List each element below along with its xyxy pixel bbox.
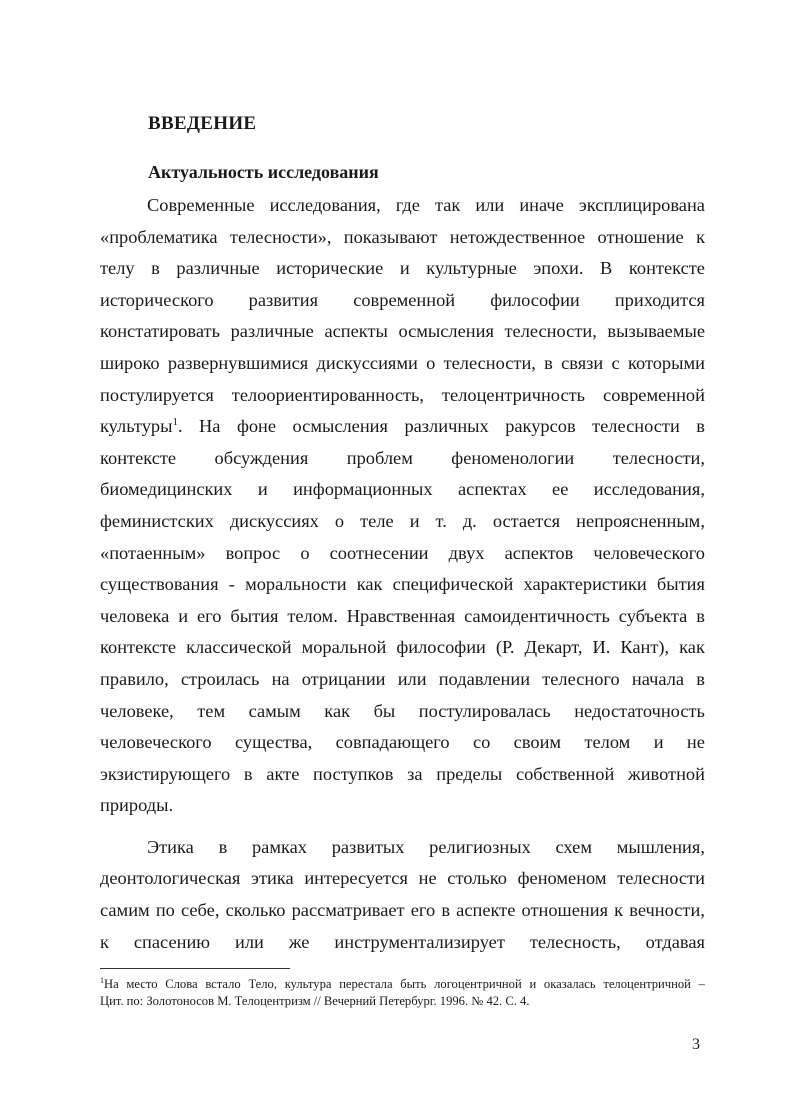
text-line bbox=[100, 759, 705, 791]
word: аспектов bbox=[504, 542, 574, 563]
footnote-divider bbox=[100, 968, 290, 969]
word: не bbox=[418, 868, 437, 889]
word: вопрос bbox=[225, 542, 281, 563]
word: в bbox=[243, 763, 253, 784]
word: контексте bbox=[100, 637, 177, 658]
text-line bbox=[100, 863, 705, 895]
word: в bbox=[218, 836, 228, 857]
word: классической bbox=[186, 637, 292, 658]
word: или bbox=[234, 931, 264, 952]
word: осмысления bbox=[292, 416, 388, 437]
word: «потаенным» bbox=[100, 542, 206, 563]
word: остается bbox=[492, 510, 561, 531]
word: и bbox=[529, 977, 537, 991]
word: исследования, bbox=[593, 479, 705, 500]
footnote bbox=[100, 976, 705, 1010]
word: человека bbox=[100, 605, 170, 626]
word: философии bbox=[490, 289, 580, 310]
word: постулировалась bbox=[418, 700, 551, 721]
word: широко bbox=[100, 352, 160, 373]
word: исследования, bbox=[269, 195, 381, 215]
word: мышления, bbox=[616, 836, 705, 857]
word: и bbox=[409, 510, 420, 531]
word: телесности bbox=[617, 868, 705, 889]
word: как bbox=[679, 637, 705, 658]
word: встало bbox=[205, 977, 241, 991]
word: экзистирующего bbox=[100, 763, 231, 784]
word: по bbox=[155, 900, 175, 921]
word: бытия bbox=[230, 605, 279, 626]
word: теле bbox=[360, 510, 394, 531]
word: в bbox=[696, 416, 705, 437]
word: аспектах bbox=[458, 479, 527, 500]
word: Этика bbox=[147, 836, 194, 857]
text-line bbox=[100, 664, 705, 696]
word: моральности bbox=[245, 574, 347, 595]
text-line bbox=[100, 316, 705, 348]
word: религиозных bbox=[429, 836, 531, 857]
text-line bbox=[100, 569, 705, 601]
text-line bbox=[100, 832, 705, 864]
text-line bbox=[100, 190, 705, 222]
text-line bbox=[100, 253, 705, 285]
word: ракурсов bbox=[505, 416, 576, 437]
section-heading: ВВЕДЕНИЕ bbox=[148, 113, 257, 134]
word: Современные bbox=[147, 195, 255, 215]
word: его bbox=[410, 900, 436, 921]
word: к bbox=[614, 900, 624, 921]
word: сколько bbox=[225, 900, 286, 921]
word: констатировать bbox=[100, 321, 220, 342]
word: телесности, bbox=[612, 447, 705, 468]
word: самим bbox=[100, 900, 150, 921]
text-line bbox=[100, 601, 705, 633]
word: строилась bbox=[180, 668, 260, 689]
word: Тело, bbox=[248, 977, 277, 991]
word: приходится bbox=[614, 289, 705, 310]
word: подавлении bbox=[438, 668, 531, 689]
word: себе, bbox=[181, 900, 220, 921]
text-line bbox=[100, 285, 705, 317]
word: телесности, bbox=[504, 321, 597, 342]
word: как bbox=[324, 700, 351, 721]
word: собственной bbox=[515, 763, 615, 784]
word: дискуссиях bbox=[229, 510, 319, 531]
word: постулируется bbox=[100, 384, 214, 405]
word: тем bbox=[197, 700, 226, 721]
word: телесного bbox=[542, 668, 620, 689]
text-line bbox=[100, 538, 705, 570]
word: со bbox=[472, 732, 491, 753]
word: и bbox=[399, 258, 410, 279]
word: животной bbox=[628, 763, 705, 784]
word: современной bbox=[603, 384, 705, 405]
text-line bbox=[100, 632, 705, 664]
word: аспекте bbox=[456, 900, 516, 921]
word: с bbox=[611, 352, 620, 373]
word: специфической bbox=[392, 574, 514, 595]
word: на bbox=[271, 668, 290, 689]
word: Нравственная bbox=[346, 605, 456, 626]
word: отношения bbox=[521, 900, 609, 921]
word: существа, bbox=[234, 732, 313, 753]
word: о bbox=[300, 542, 310, 563]
word: эксплицирована bbox=[578, 195, 705, 215]
word: - bbox=[228, 574, 235, 595]
word: В bbox=[600, 258, 613, 279]
word: феноменологии bbox=[451, 447, 575, 468]
word: этика bbox=[251, 868, 294, 889]
word: $^1$На bbox=[100, 975, 119, 991]
word: логоцентричной bbox=[434, 977, 522, 991]
word: человеческого bbox=[100, 732, 212, 753]
word: деонтологическая bbox=[100, 868, 241, 889]
word: недостаточность bbox=[574, 700, 705, 721]
word: развитых bbox=[331, 836, 405, 857]
word: проблем bbox=[346, 447, 413, 468]
word: своим bbox=[513, 732, 562, 753]
word: телесность, bbox=[529, 931, 621, 952]
word: поступков bbox=[313, 763, 394, 784]
word: за bbox=[407, 763, 423, 784]
word: развития bbox=[248, 289, 319, 310]
word: телом. bbox=[287, 605, 338, 626]
word: совпадающего bbox=[335, 732, 450, 753]
word: и bbox=[653, 732, 664, 753]
word: место bbox=[126, 977, 158, 991]
word: о bbox=[334, 510, 345, 531]
word: в bbox=[696, 668, 705, 689]
word: инструментализирует bbox=[334, 931, 505, 952]
word: субъекта bbox=[618, 605, 688, 626]
word: телу bbox=[100, 258, 135, 279]
word: пределы bbox=[436, 763, 503, 784]
word: самым bbox=[248, 700, 301, 721]
word: где bbox=[395, 195, 420, 215]
word: в bbox=[441, 900, 451, 921]
word: Декарт, bbox=[524, 637, 583, 658]
word: т. bbox=[435, 510, 447, 531]
text-line bbox=[100, 927, 705, 959]
word: существования bbox=[100, 574, 219, 595]
word: исторические bbox=[276, 258, 384, 279]
word: человеке, bbox=[100, 700, 174, 721]
word: (Р. bbox=[495, 637, 515, 658]
word: показывают bbox=[343, 226, 438, 247]
word: характеристики bbox=[523, 574, 647, 595]
word: ее bbox=[552, 479, 569, 500]
word: которыми bbox=[627, 352, 705, 373]
word: культура bbox=[284, 977, 332, 991]
word: перестала bbox=[339, 977, 393, 991]
word: оказалась bbox=[543, 977, 596, 991]
word: дискуссиями bbox=[316, 352, 418, 373]
word: природы. bbox=[100, 795, 174, 816]
word: соотнесении bbox=[329, 542, 429, 563]
text-line bbox=[100, 790, 705, 822]
word: культурные bbox=[426, 258, 517, 279]
word: аспекты bbox=[324, 321, 388, 342]
word: эпохи. bbox=[533, 258, 584, 279]
word: д. bbox=[462, 510, 477, 531]
word: непроясненным, bbox=[576, 510, 705, 531]
word: иначе bbox=[519, 195, 564, 215]
word: феминистских bbox=[100, 510, 214, 531]
word: биомедицинских bbox=[100, 479, 233, 500]
word: человеческого bbox=[593, 542, 705, 563]
word: контексте bbox=[100, 447, 177, 468]
subsection-heading: Актуальность исследования bbox=[148, 162, 379, 182]
word: о bbox=[426, 352, 436, 373]
word: так bbox=[434, 195, 461, 215]
word: различные bbox=[230, 321, 314, 342]
word: телоцентричной bbox=[603, 977, 691, 991]
word: к bbox=[696, 226, 705, 247]
word: рамках bbox=[251, 836, 307, 857]
word: схем bbox=[555, 836, 592, 857]
body-text bbox=[100, 190, 705, 958]
text-line bbox=[100, 348, 705, 380]
word: различные bbox=[176, 258, 260, 279]
text-line bbox=[100, 506, 705, 538]
word: отрицании bbox=[301, 668, 386, 689]
word: в bbox=[544, 352, 553, 373]
word: телесности bbox=[592, 416, 680, 437]
word: различных bbox=[404, 416, 489, 437]
word: начала bbox=[631, 668, 685, 689]
word: философии bbox=[396, 637, 486, 658]
word: в bbox=[696, 605, 705, 626]
word: бытия bbox=[656, 574, 705, 595]
word: обсуждения bbox=[214, 447, 309, 468]
text-line bbox=[100, 222, 705, 254]
word: «проблематика bbox=[100, 226, 218, 247]
word: или bbox=[397, 668, 427, 689]
word: к bbox=[100, 931, 109, 952]
word: не bbox=[686, 732, 705, 753]
word: как bbox=[356, 574, 383, 595]
word: И. bbox=[592, 637, 611, 658]
word: и bbox=[178, 605, 189, 626]
text-line bbox=[100, 411, 705, 443]
word: развернувшимися bbox=[167, 352, 309, 373]
word: же bbox=[288, 931, 310, 952]
word: культуры$^1$. bbox=[100, 416, 183, 437]
word: двух bbox=[448, 542, 485, 563]
word: правило, bbox=[100, 668, 169, 689]
word: интересуется bbox=[304, 868, 408, 889]
word: феноменом bbox=[517, 868, 607, 889]
word: телоцентричность bbox=[442, 384, 586, 405]
word: Слова bbox=[165, 977, 198, 991]
word: в bbox=[151, 258, 160, 279]
word: нетождественное bbox=[449, 226, 586, 247]
paragraph bbox=[100, 190, 705, 822]
text-line bbox=[100, 380, 705, 412]
text-line bbox=[100, 895, 705, 927]
text-line bbox=[100, 474, 705, 506]
word: или bbox=[475, 195, 505, 215]
word: спасению bbox=[133, 931, 211, 952]
word: его bbox=[197, 605, 222, 626]
word: вечности, bbox=[629, 900, 705, 921]
word: быть bbox=[400, 977, 427, 991]
text-line bbox=[100, 696, 705, 728]
word: рассматривает bbox=[291, 900, 405, 921]
text-line bbox=[100, 443, 705, 475]
word: современной bbox=[353, 289, 456, 310]
word: акте bbox=[266, 763, 300, 784]
word: На bbox=[199, 416, 221, 437]
word: контексте bbox=[628, 258, 705, 279]
word: осмысления bbox=[398, 321, 494, 342]
word: самоидентичность bbox=[464, 605, 610, 626]
word: информационных bbox=[293, 479, 433, 500]
word: отдавая bbox=[645, 931, 705, 952]
word: моральной bbox=[301, 637, 387, 658]
word: вызываемые bbox=[607, 321, 705, 342]
word: телоориентированность, bbox=[231, 384, 425, 405]
word: столько bbox=[447, 868, 507, 889]
paragraph bbox=[100, 832, 705, 958]
text-line bbox=[100, 727, 705, 759]
word: телесности, bbox=[443, 352, 536, 373]
word: телом bbox=[584, 732, 631, 753]
footnote-line bbox=[100, 976, 705, 993]
word: связи bbox=[561, 352, 604, 373]
word: и bbox=[257, 479, 268, 500]
word: – bbox=[698, 977, 705, 991]
word: отношение bbox=[597, 226, 684, 247]
page-number: 3 bbox=[692, 1036, 700, 1053]
footnote-line: Цит. по: Золотоносов М. Телоцентризм // Вечерний Петербург. 1996. № 42. С. 4. bbox=[100, 994, 530, 1008]
word: исторического bbox=[100, 289, 214, 310]
word: фоне bbox=[236, 416, 277, 437]
word: Кант), bbox=[620, 637, 670, 658]
word: телесности», bbox=[229, 226, 332, 247]
word: бы bbox=[373, 700, 396, 721]
